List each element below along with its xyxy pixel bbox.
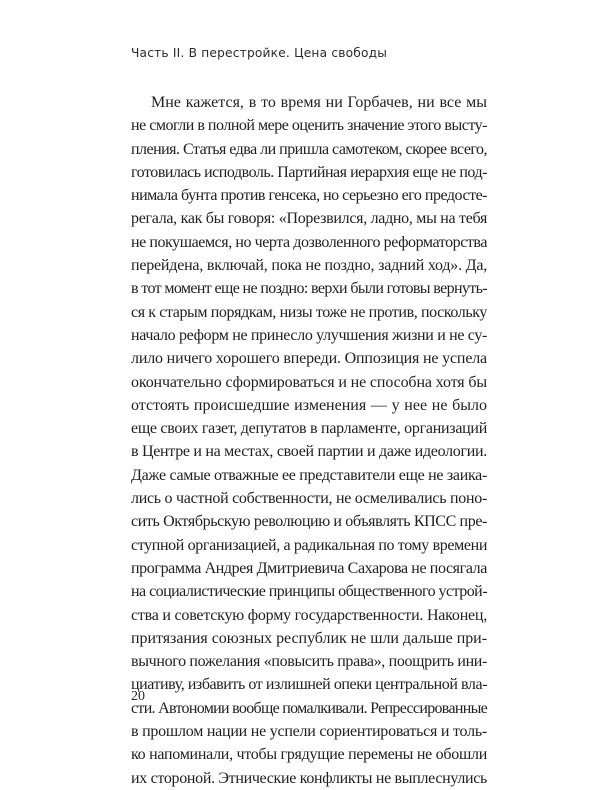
text-line: ся к старым порядкам, низы тоже не против, поскольку (131, 303, 488, 321)
text-line: не покушаемся, но черта дозволенного реформаторства (131, 233, 488, 251)
text-line: перейдена, включай, пока не поздно, задний ход». Да, (131, 257, 488, 275)
text-line: в Центре и на местах, своей партии и даже идеологии. (131, 443, 488, 461)
text-line: Мне кажется, в то время ни Горбачев, ни все мы (151, 94, 487, 111)
text-line: циативу, избавить от излишней опеки центральной вла- (131, 676, 488, 694)
text-line: еще своих газет, депутатов в парламенте, организаций (131, 420, 487, 438)
text-line: ко напоминали, чтобы грядущие перемены не обошли (131, 746, 488, 764)
text-line: в тот момент еще не поздно: верхи были готовы вернуть- (131, 280, 487, 298)
text-line: в прошлом нации не успели сориентироваться и толь- (131, 723, 487, 741)
running-head: Часть II. В перестройке. Цена свободы (131, 46, 388, 60)
page-number: 20 (131, 689, 145, 704)
text-line: окончательно сформироваться и не способна хотя бы (131, 373, 487, 391)
text-line: готовилась исподволь. Партийная иерархия еще не под- (131, 163, 487, 181)
text-line: лило ничего хорошего впереди. Оппозиция не успела (131, 350, 487, 368)
text-line: их стороной. Этнические конфликты не выплеснулись (131, 769, 487, 787)
text-line: лись о частной собственности, не осмеливались поно- (131, 490, 487, 508)
text-line: ступной организацией, а радикальная по тому времени (131, 536, 488, 554)
text-line: начало реформ не принесло улучшения жизни и не су- (131, 326, 487, 344)
text-line: отстоять происшедшие изменения — у нее не было (131, 396, 487, 414)
text-line: сить Октябрьскую революцию и объявлять КПСС пре- (131, 513, 487, 531)
text-line: регала, как бы говоря: «Порезвился, ладно, мы на тебя (131, 210, 488, 228)
text-line: программа Андрея Дмитриевича Сахарова не посягала (131, 559, 487, 577)
text-line: нимала бунта против генсека, но серьезно его предосте- (131, 187, 488, 205)
text-line: на социалистические принципы общественного устрой- (131, 583, 487, 601)
text-line: пления. Статья едва ли пришла самотеком, скорее всего, (131, 140, 488, 158)
text-line: не смогли в полной мере оценить значение этого высту- (131, 117, 488, 135)
text-line: Даже самые отважные ее представители еще не заика- (131, 466, 488, 484)
text-line: сти. Автономии вообще помалкивали. Репрессированные (131, 699, 488, 717)
body-text (131, 91, 487, 790)
text-line: ства и советскую форму государственности. Наконец, (131, 606, 488, 624)
text-line: вычного пожелания «повысить права», поощрить ини- (131, 653, 488, 671)
text-line: притязания союзных республик не шли дальше при- (131, 629, 487, 647)
